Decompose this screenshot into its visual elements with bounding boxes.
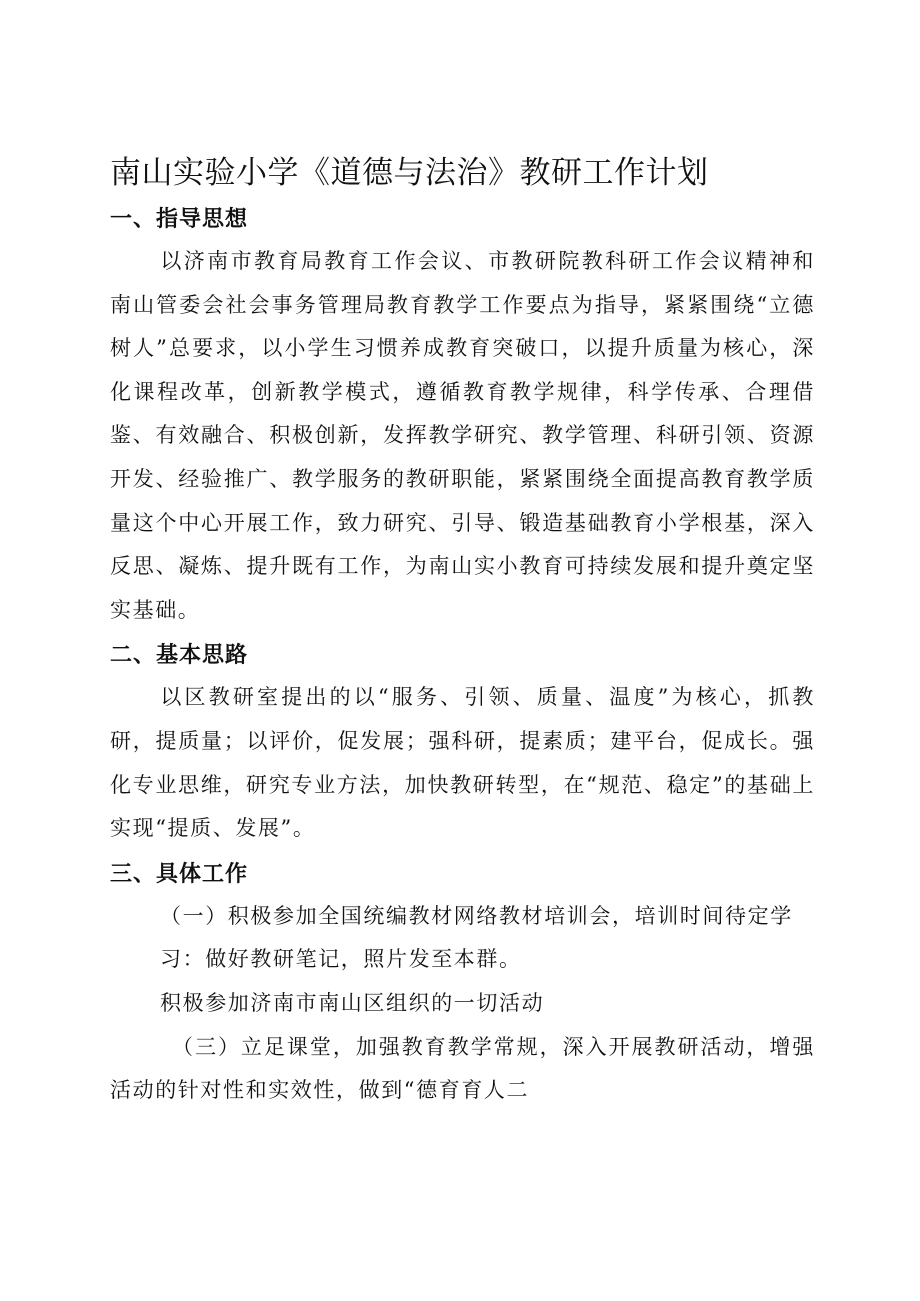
section-paragraph-guiding-ideology: 以济南市教育局教育工作会议、市教研院教科研工作会议精神和南山管委会社会事务管理局教育教学工作要点为指导，紧紧围绕“立德树人”总要求，以小学生习惯养成教育突破口，以提升质量为核心，深化课程改革，创新教学模式，遵循教育教学规律，科学传承、合理借鉴、有效融合、积极创新，发挥教学研究、教学管理、科研引领、资源开发、经验推广、教学服务的教研职能，紧紧围绕全面提高教育教学质量这个中心开展工作，致力研究、引导、锻造基础教育小学根基，深入反思、凝炼、提升既有工作，为南山实小教育可持续发展和提升奠定坚实基础。 — [110, 249, 815, 622]
section-heading-basic-approach: 二、基本思路 — [110, 643, 249, 669]
document-title: 南山实验小学《道德与法治》教研工作计划 — [110, 155, 709, 191]
work-item-3: （三）立足课堂，加强教育教学常规，深入开展教研活动，增强活动的针对性和实效性，做到“德育育人二 — [110, 1034, 815, 1103]
work-item-2: 积极参加济南市南山区组织的一切活动 — [160, 990, 545, 1015]
document-page — [110, 150, 815, 1113]
work-item-1-line-2: 习：做好教研笔记，照片发至本群。 — [160, 947, 522, 972]
section-heading-specific-work: 三、具体工作 — [110, 861, 249, 887]
work-item-1-line-1: （一）积极参加全国统编教材网络教材培训会，培训时间待定学 — [160, 903, 793, 928]
section-paragraph-basic-approach: 以区教研室提出的以“服务、引领、质量、温度”为核心，抓教研，提质量；以评价，促发展；强科研，提素质；建平台，促成长。强化专业思维，研究专业方法，加快教研转型，在“规范、稳定”的基础上实现“提质、发展”。 — [110, 685, 815, 841]
section-heading-guiding-ideology: 一、指导思想 — [110, 207, 249, 232]
work-item-1 — [110, 895, 815, 982]
